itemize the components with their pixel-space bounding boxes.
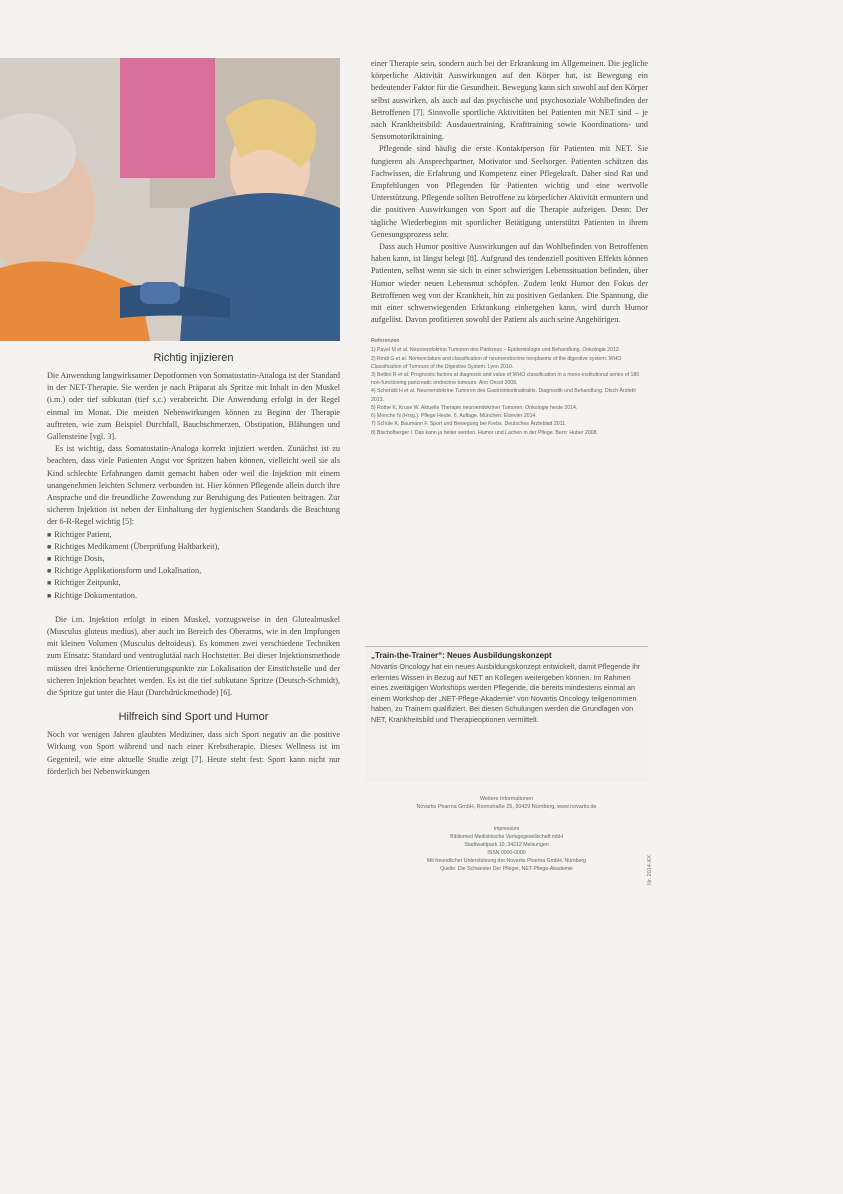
list-item: ■ Richtige Dosis,	[47, 553, 340, 565]
references-title: Referenzen	[371, 338, 400, 345]
reference-item: 7) Schüle K, Baumann F. Sport und Bewegung bei Krebs. Deutsches Ärzteblatt 2011.	[371, 421, 567, 428]
photo-illustration	[0, 58, 340, 341]
left-column	[47, 352, 340, 778]
info-text: Novartis Pharma GmbH, Roonstraße 25, 90429 Nürnberg, www.novartis.de	[416, 804, 597, 810]
list-item: ■ Richtiges Medikament (Überprüfung Haltbarkeit),	[47, 541, 340, 553]
paragraph: Noch vor wenigen Jahren glaubten Mediziner, dass sich Sport negativ an die positive Wirkung von Sport während und nach einer Krebstherapie. Dieses Wellness ist im Gegenteil, wie eine aktuelle Studie zeigt [7]. Heute steht fest: Sport kann nicht nur förderlich bei Nebenwirkungen	[47, 730, 340, 776]
list-item: ■ Richtige Dokumentation.	[47, 590, 340, 602]
paragraph: Es ist wichtig, dass Somatostatin-Analoga korrekt injiziert werden. Zunächst ist zu beachten, dass viele Patienten Angst vor Spritzen haben können, vielleicht weil sie als Kind schlechte Erfahrungen damit gemacht haben oder weil die Injektion mit einem unangenehmen leichten Schmerz verbunden ist. Hier können Pflegende allein durch ihre Ansprache und die freundliche Zuwendung zur Beruhigung des Patienten beitragen. Zur sicheren Injektion ist neben der Einhaltung der hygienischen Standards die Beachtung der 6-R-Regel wichtig [5]:	[47, 444, 340, 527]
paragraph: einer Therapie sein, sondern auch bei der Erkrankung im Allgemeinen. Die jegliche körperliche Aktivität Auswirkungen auf den Körper hat, ist Bewegung ein bedeutender Faktor für die Gesundheit. Bewegung kann sich sowohl auf den Körper selbst auswirken, als auch auf das psychische und psychosoziale Wohlbefinden der Betroffenen [7]. Sinnvolle sportliche Aktivitäten bei Patienten mit NET sind – je nach Krankheitsbild: Ausdauertraining, Krafttraining sowie Koordinations- und Sensomotoriktraining.	[371, 59, 648, 142]
list-item: ■ Richtige Applikationsform und Lokalisation,	[47, 565, 340, 577]
section-heading-injizieren: Richtig injizieren	[153, 352, 234, 364]
paragraph: Die Anwendung langwirksamer Depotformen von Somatostatin-Analoga ist der Standard in der NET-Therapie. Sie werden je nach Präparat als Spritze mit Inhalt in den Muskel (i.m.) oder tief subkutan (tief s.c.) verabreicht. Die Anwendung erfolgt in der Regel einmal im Monat. Die meisten Nebenwirkungen können zu Beginn der Therapie auftreten, wie zum Beispiel Durchfall, Bauchschmerzen, Obstipation, Blähungen und Gallensteine [vgl. 3].	[47, 371, 340, 442]
info-title: Weitere Informationen	[480, 796, 533, 802]
nurse-injection-photo	[0, 58, 340, 341]
imprint-line: Impressum	[493, 826, 520, 832]
list-item: ■ Richtiger Zeitpunkt,	[47, 577, 340, 589]
right-column	[371, 58, 648, 437]
vertical-code: Nr. 2014-XX	[647, 855, 653, 885]
imprint-line: Mit freundlicher Unterstützung der Novartis Pharma GmbH, Nürnberg	[426, 858, 587, 864]
reference-item: 6) Menche N (Hrsg.). Pflege Heute. 6. Auflage. München: Elsevier 2014.	[371, 413, 537, 420]
references-list	[371, 346, 648, 436]
paragraph: Pflegende sind häufig die erste Kontaktperson für Patienten mit NET. Sie fungieren als Ansprechpartner, Motivator und Seelsorger. Patienten schätzen das Fachwissen, die Erfahrung und Kompetenz einer Pflegekraft. Daher sind Rat und Empfehlungen von Pflegenden für Patienten wichtig und eine wertvolle Unterstützung. Pflegende sollten Betroffene zu körperlicher Aktivität ermuntern und die positiven Auswirkungen von Sport auf die Therapie aufzeigen. Denn: Der tägliche Wiederbeginn mit sportlicher Betätigung unterstützt Patienten in ihrem Genesungsprozess sehr.	[371, 144, 648, 239]
imprint-line: ISSN 0000-0000	[487, 850, 526, 856]
six-r-list	[47, 529, 340, 602]
train-the-trainer-box	[365, 646, 648, 782]
paragraph: Dass auch Humor positive Auswirkungen auf das Wohlbefinden von Betroffenen haben kann, ist längst belegt [8]. Aufgrund des tendenziell positiven Effekts können Patienten, selbst wenn sie sich in einer schwierigen Lebenssituation befinden, über Humor wieder neuen Lebensmut schöpfen. Zudem lenkt Humor den Fokus der Betroffenen weg von der Krankheit, hin zu positiven Gedanken. Die Spannung, die mit einer schwerwiegenden Erkrankung einhergehen kann, wird durch Humor aufgelöst. Davon profitieren sowohl der Patient als auch seine Angehörigen.	[371, 242, 648, 325]
reference-item: 2) Rindi G et al. Nomenclature and classification of neuroendocrine neoplasms of the digestive system. WHO Classification of Tumours of the Digestive System. Lyon 2010.	[371, 355, 622, 370]
paragraph: Die i.m. Injektion erfolgt in einen Muskel, vorzugsweise in den Glutealmuskel (Musculus gluteus medius), aber auch im Bereich des Oberarms, wie in den Impfungen mit kleinen Volumen (Musculus deltoideus). Es kommen zwei verschiedene Techniken zum Einsatz: Standard und ventroglutäal nach Hochstetter. Bei dieser Injektionsmethode müssen drei knöcherne Orientierungspunkte zur Lokalisation der Einstichstelle und der sicheren Injektion beachtet werden. Es ist die tief subkutane Spritze (Deutsch-Schmidt), die Spritze gut unter die Haut (Durchdrückmethode) [6].	[47, 614, 340, 698]
section-heading-sport-humor: Hilfreich sind Sport und Humor	[118, 711, 269, 724]
imprint-line: Stadtwaldpark 10, 34212 Melsungen	[464, 842, 549, 848]
reference-item: 1) Pavel M et al. Neuroendokrine Tumoren des Pankreas – Epidemiologie und Behandlung. Onkologie 2012.	[371, 347, 621, 354]
box-title: „Train-the-Trainer“: Neues Ausbildungskonzept	[371, 651, 552, 660]
further-information	[365, 795, 648, 811]
box-text: Novartis Oncology hat ein neues Ausbildungskonzept entwickelt, damit Pflegende ihr erlerntes Wissen in Bezug auf NET an Kollegen weitergeben können. Im Rahmen eines zweitägigen Workshops werden Pflegende, die bereits mindestens einmal an einem Workshop der „NET-Pflege-Akademie“ von Novartis Oncology teilgenommen haben, zu Trainern qualifiziert. Bei diesen Schulungen werden die Grundlagen von NET, Krankheitsbild und Therapieoptionen vermittelt.	[371, 662, 641, 724]
imprint-line: Bibliomed Medizinische Verlagsgesellschaft mbH	[450, 834, 563, 840]
imprint-line: Quelle: Die Schwester Der Pfleger, NET-Pflege-Akademie	[440, 866, 573, 872]
reference-item: 8) Bischofberger I. Das kann ja heiter werden. Humor und Lachen in der Pflege. Bern: Huber 2008.	[371, 429, 598, 436]
imprint	[365, 825, 648, 873]
list-item: ■ Richtiger Patient,	[47, 529, 340, 541]
reference-item: 3) Bettini R et al. Prognostic factors at diagnosis and value of WHO classification in a mono-institutional series of 180 non-functioning pancreatic endocrine tumours. Ann Oncol 2008.	[371, 372, 640, 387]
reference-item: 5) Rothe K, Kruse W. Aktuelle Therapie neuroendokriner Tumoren. Onkologie heute 2014.	[371, 404, 578, 411]
reference-item: 4) Scherübl H et al. Neuroendokrine Tumoren des Gastrointestinaltrakts. Diagnostik und Behandlung. Dtsch Ärztebl 2013.	[371, 388, 636, 403]
